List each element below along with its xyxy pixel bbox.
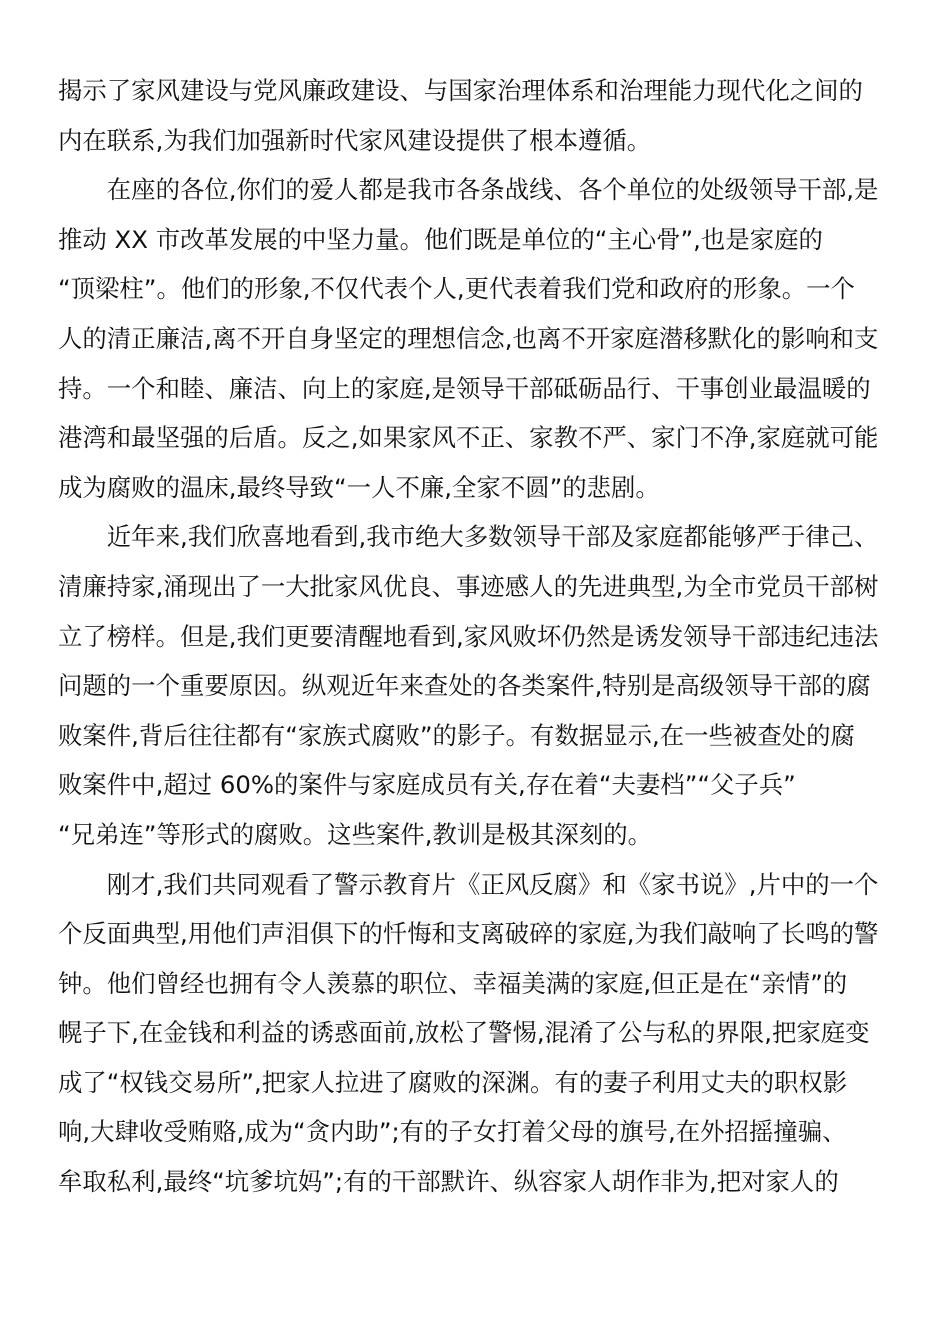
text-line: 牟取私利,最终“坑爹坑妈”;有的干部默许、纵容家人胡作非为,把对家人的 xyxy=(58,1167,839,1197)
text-line: 败案件中,超过 60%的案件与家庭成员有关,存在着“夫妻档”“父子兵” xyxy=(58,770,796,800)
text-line: “顶梁柱”。他们的形象,不仅代表个人,更代表着我们党和政府的形象。一个 xyxy=(58,274,855,304)
text-line: 响,大肆收受贿赂,成为“贪内助”;有的子女打着父母的旗号,在外招摇撞骗、 xyxy=(58,1117,847,1147)
text-line: 清廉持家,涌现出了一大批家风优良、事迹感人的先进典型,为全市党员干部树 xyxy=(58,571,879,601)
text-line: 持。一个和睦、廉洁、向上的家庭,是领导干部砥砺品行、干事创业最温暖的 xyxy=(58,373,871,403)
text-line: 近年来,我们欣喜地看到,我市绝大多数领导干部及家庭都能够严于律己、 xyxy=(58,522,879,552)
text-line: “兄弟连”等形式的腐败。这些案件,教训是极其深刻的。 xyxy=(58,819,653,849)
text-line: 成了“权钱交易所”,把家人拉进了腐败的深渊。有的妻子利用丈夫的职权影 xyxy=(58,1067,848,1097)
text-line: 刚才,我们共同观看了警示教育片《正风反腐》和《家书说》,片中的一个 xyxy=(58,869,879,899)
text-line: 内在联系,为我们加强新时代家风建设提供了根本遵循。 xyxy=(58,125,652,155)
text-line: 幌子下,在金钱和利益的诱惑面前,放松了警惕,混淆了公与私的界限,把家庭变 xyxy=(58,1018,870,1048)
text-line: 钟。他们曾经也拥有令人羡慕的职位、幸福美满的家庭,但正是在“亲情”的 xyxy=(58,968,848,998)
text-line: 揭示了家风建设与党风廉政建设、与国家治理体系和治理能力现代化之间的 xyxy=(58,76,863,105)
text-line: 港湾和最坚强的后盾。反之,如果家风不正、家教不严、家门不净,家庭就可能 xyxy=(58,423,879,453)
text-line: 个反面典型,用他们声泪俱下的忏悔和支离破碎的家庭,为我们敲响了长鸣的警 xyxy=(58,919,879,949)
text-line: 问题的一个重要原因。纵观近年来查处的各类案件,特别是高级领导干部的腐 xyxy=(58,671,871,701)
text-line: 推动 XX 市改革发展的中坚力量。他们既是单位的“主心骨”,也是家庭的 xyxy=(58,224,823,254)
text-line: 成为腐败的温床,最终导致“一人不廉,全家不圆”的悲剧。 xyxy=(58,472,660,502)
text-line: 立了榜样。但是,我们更要清醒地看到,家风败坏仍然是诱发领导干部违纪违法 xyxy=(58,621,879,651)
text-line: 在座的各位,你们的爱人都是我市各条战线、各个单位的处级领导干部,是 xyxy=(58,175,879,205)
text-line: 败案件,背后往往都有“家族式腐败”的影子。有数据显示,在一些被查处的腐 xyxy=(58,720,855,750)
text-line: 人的清正廉洁,离不开自身坚定的理想信念,也离不开家庭潜移默化的影响和支 xyxy=(58,323,879,353)
document-body xyxy=(58,66,894,1207)
